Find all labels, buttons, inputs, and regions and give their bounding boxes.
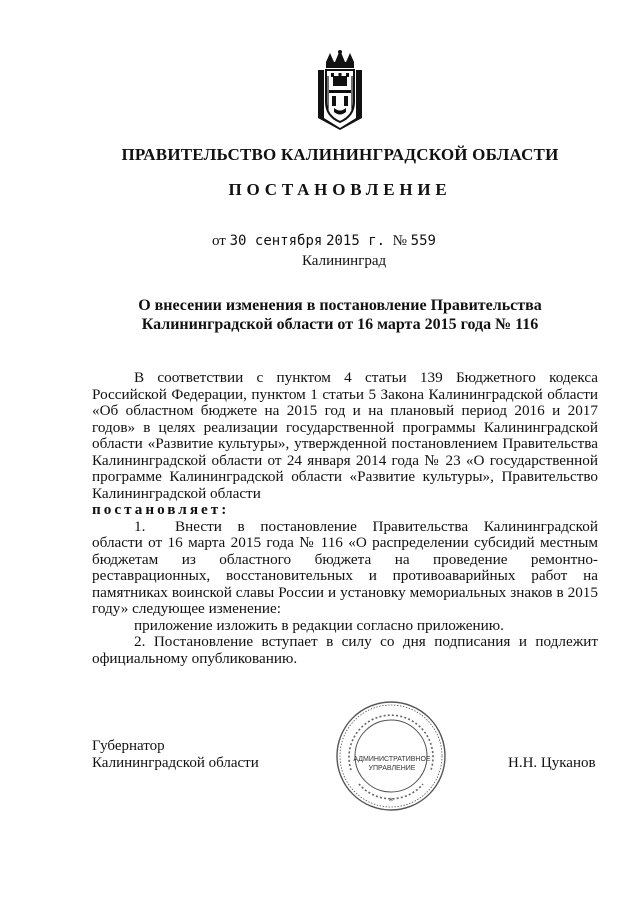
position-line-1: Губернатор xyxy=(92,738,165,754)
subject-line-1: О внесении изменения в постановление Правительства xyxy=(138,297,542,314)
document-number: 559 xyxy=(410,233,436,249)
item-1-paragraph xyxy=(92,519,598,618)
item-1-text: Внести в постановление Правительства Калининградской области от 16 марта 2015 года № 116 «О распределении субсидий местным бюджетам из областного бюджета на проведение ремонтно-реставрационных, восстановительных и противоаварийных работ на памятниках воинской славы России и установку мемориальных знаков в 2015 году» следующее изменение: xyxy=(92,517,598,617)
number-sign: № xyxy=(392,233,407,249)
date-prefix: от xyxy=(212,233,226,249)
document-subject xyxy=(0,296,640,334)
city: Калининград xyxy=(302,253,387,269)
seal-line-1: АДМИНИСТРАТИВНОЕ xyxy=(353,756,431,763)
svg-text:*: * xyxy=(388,797,394,807)
item-1-number: 1. xyxy=(134,517,146,535)
date-value: 30 сентября xyxy=(229,233,323,249)
coat-of-arms-icon xyxy=(314,50,366,130)
resolves-word xyxy=(92,502,598,519)
document-body xyxy=(92,370,598,667)
item-2-paragraph: 2. Постановление вступает в силу со дня подписания и подлежит официальному опубликованию. xyxy=(92,633,598,667)
seal-inscription xyxy=(351,746,433,782)
date-year: 2015 г. xyxy=(326,233,386,249)
item-1-subparagraph: приложение изложить в редакции согласно приложению. xyxy=(134,616,504,634)
signatory-position xyxy=(92,738,259,772)
preamble-paragraph: В соответствии с пунктом 4 статьи 139 Бюджетного кодекса Российской Федерации, пунктом 1 статьи 5 Закона Калининградской области «Об областном бюджете на 2015 год и на плановый период 2016 и 2017 годов» в целях реализации государственной программы Калининградской области «Развитие культуры», утвержденной постановлением Правительства Калининградской области от 24 января 2014 года № 23 «О государственной программе Калининградской области «Развитие культуры», Правительство Калининградской области xyxy=(92,369,598,502)
government-title: ПРАВИТЕЛЬСТВО КАЛИНИНГРАДСКОЙ ОБЛАСТИ xyxy=(121,145,559,164)
date-line xyxy=(212,233,436,250)
subject-line-2: Калининградской области от 16 марта 2015 года № 116 xyxy=(141,316,539,333)
document-type: ПОСТАНОВЛЕНИЕ xyxy=(228,180,452,199)
seal-line-2: УПРАВЛЕНИЕ xyxy=(368,765,416,772)
position-line-2: Калининградской области xyxy=(92,755,259,771)
signatory-name: Н.Н. Цуканов xyxy=(508,755,596,771)
resolves-label: постановляет: xyxy=(92,501,230,518)
